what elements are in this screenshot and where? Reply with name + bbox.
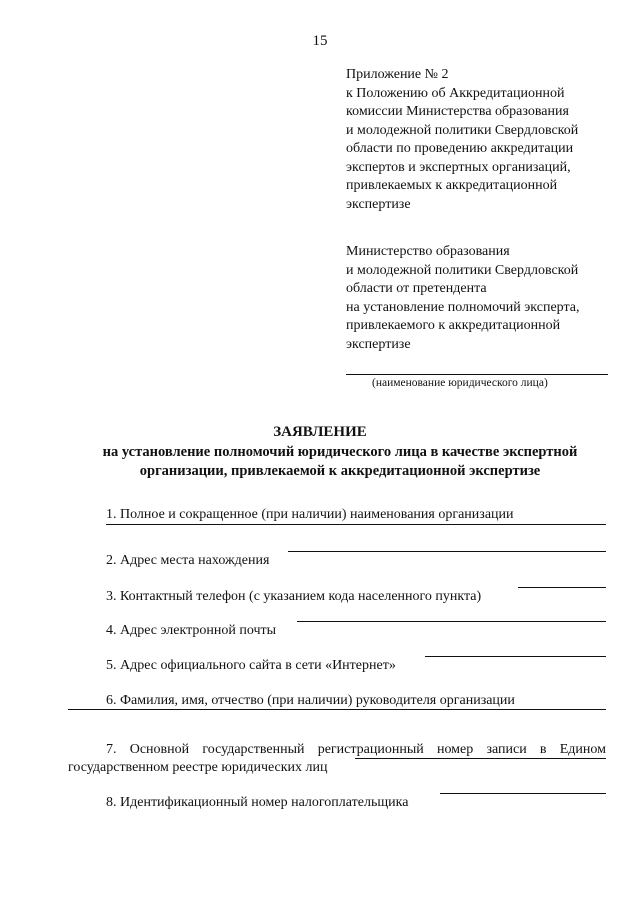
appendix-line: экспертизе <box>346 196 411 212</box>
document-title: ЗАЯВЛЕНИЕ <box>273 424 367 440</box>
page-number: 15 <box>312 33 328 49</box>
addressee-line: и молодежной политики Свердловской <box>346 262 579 278</box>
addressee-line: на установление полномочий эксперта, <box>346 299 580 315</box>
appendix-line: Приложение № 2 <box>346 67 449 82</box>
field-label-address: 2. Адрес места нахождения <box>106 553 270 568</box>
document-subtitle <box>60 443 620 480</box>
appendix-line: и молодежной политики Свердловской <box>346 122 579 138</box>
field-line-inn[interactable] <box>440 793 606 794</box>
field-label-ogrn-cont: государственном реестре юридических лиц <box>68 760 328 775</box>
subtitle-line: на установление полномочий юридического лица в качестве экспертной <box>102 444 578 460</box>
addressee-line: экспертизе <box>346 336 411 352</box>
field-label-phone: 3. Контактный телефон (с указанием кода населенного пункта) <box>106 589 482 604</box>
addressee-block <box>346 243 616 354</box>
field-line-full-name[interactable] <box>106 524 606 525</box>
field-line-phone[interactable] <box>518 587 606 588</box>
field-line-address[interactable] <box>288 551 606 552</box>
addressee-line: области от претендента <box>346 281 487 296</box>
subtitle-line: организации, привлекаемой к аккредитационной экспертизе <box>139 462 541 479</box>
field-line-email[interactable] <box>297 621 606 622</box>
field-label-website: 5. Адрес официального сайта в сети «Интернет» <box>106 658 396 673</box>
field-label-inn: 8. Идентификационный номер налогоплательщика <box>106 795 409 810</box>
field-line-director[interactable] <box>68 709 606 710</box>
appendix-line: области по проведению аккредитации <box>346 141 574 156</box>
legal-entity-name-field[interactable] <box>346 374 608 375</box>
legal-entity-name-caption: (наименование юридического лица) <box>372 377 548 389</box>
appendix-line: экспертов и экспертных организаций, <box>346 159 571 175</box>
addressee-line: привлекаемого к аккредитационной <box>346 318 561 333</box>
field-line-ogrn[interactable] <box>355 758 606 759</box>
field-label-ogrn: 7. Основной государственный регистрационный номер записи в Едином <box>106 742 606 757</box>
field-label-director: 6. Фамилия, имя, отчество (при наличии) руководителя организации <box>106 693 515 708</box>
appendix-line: комиссии Министерства образования <box>346 104 569 119</box>
appendix-line: привлекаемых к аккредитационной <box>346 178 558 193</box>
field-label-email: 4. Адрес электронной почты <box>106 623 277 638</box>
appendix-header <box>346 66 616 214</box>
field-label-full-name: 1. Полное и сокращенное (при наличии) наименования организации <box>106 507 514 522</box>
appendix-line: к Положению об Аккредитационной <box>346 85 565 101</box>
field-line-website[interactable] <box>425 656 606 657</box>
addressee-line: Министерство образования <box>346 244 510 259</box>
